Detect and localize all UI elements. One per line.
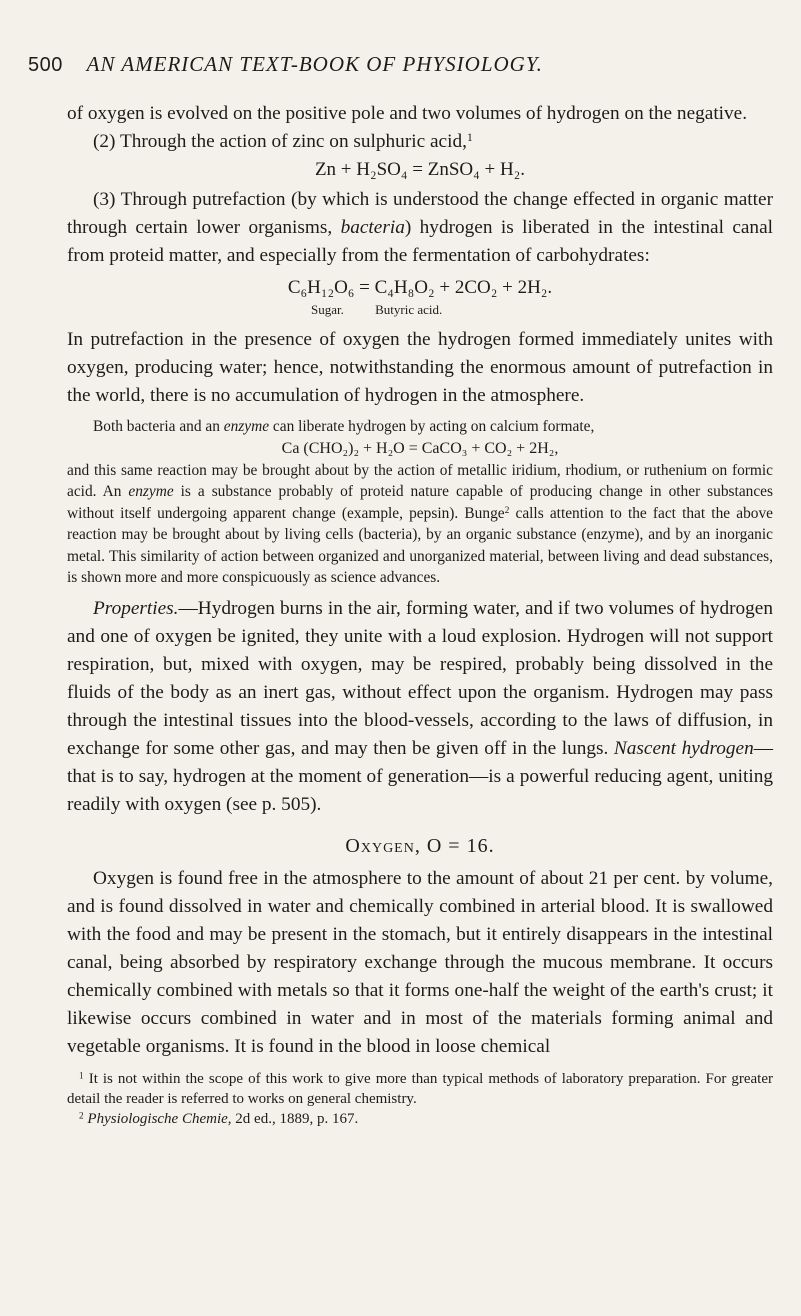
footnote-1 [67,1069,773,1109]
small-text-a1: Both bacteria and an [93,418,224,435]
nascent-hydrogen-term: Nascent hydrogen [613,737,754,759]
properties-heading: Properties. [93,597,179,619]
paragraph-properties [67,595,773,819]
small-text-b3: calls attention to the fact that the above reaction may be brought about by living cells (bacteria), by an organic substance (enzyme), and by an inorganic metal. This similarity of action between organized and unorganized material, between living and dead substances, is shown more and more conspicuously as science advances. [67,504,773,586]
small-text-a2: can liberate hydrogen by acting on calcium formate, [269,418,595,435]
small-text-b1: and this same reaction may be brought about by the action of metallic iridium, rhodium, or ruthenium on formic acid. An [67,461,773,500]
equation-zinc: Zn + H₂SO₄ = ZnSO₄ + H₂. [314,159,526,180]
small-emphasis-a: enzyme [223,418,270,435]
paragraph-1: of oxygen is evolved on the positive pole and two volumes of hydrogen on the negative. [67,103,748,124]
paragraph-2 [67,128,773,156]
footnote-2-number: 2 [79,1110,84,1121]
footnote-ref-1: 1 [466,130,473,145]
paragraph-2-text: (2) Through the action of zinc on sulphuric acid, [93,131,467,152]
footnote-2 [67,1109,773,1129]
running-title: AN AMERICAN TEXT-BOOK OF PHYSIOLOGY. [86,52,543,76]
footnote-ref-2: 2 [504,504,510,516]
properties-text-a: —Hydrogen burns in the air, forming water, and if two volumes of hydrogen and one of oxygen be ignited, they unite with a loud explosion. Hydrogen will not support respiration, but, mixed with oxygen, may be respired, probably being dissolved in the fluids of the body as an inert gas, without effect upon the organism. Hydrogen may pass through the intestinal tissues into the blood-vessels, according to the laws of diffusion, in exchange for some other gas, and may then be given off in the lungs. [67,597,773,759]
footnote-1-number: 1 [79,1070,84,1081]
paragraph-3-text-a: (3) Through putrefaction (by which is understood the change effected in organic matter through certain lower organisms, [67,189,773,238]
equation-calcium-formate: Ca (CHO₂)₂ + H₂O = CaCO₃ + CO₂ + 2H₂, [281,439,559,457]
footnote-2-text: , 2d ed., 1889, p. 167. [227,1110,359,1127]
footnote-1-text: It is not within the scope of this work to give more than typical methods of laboratory preparation. For greater detail the reader is referred to works on general chemistry. [67,1070,773,1107]
page-number: 500 [28,54,63,76]
label-butyric-acid: Butyric acid. [375,302,443,317]
paragraph-oxygen: Oxygen is found free in the atmosphere to the amount of about 21 per cent. by volume, and is found dissolved in water and chemically combined in arterial blood. It is swallowed with the food and may be present in the stomach, but it entirely disappears in the intestinal canal, being absorbed by respiratory exchange through the mucous membrane. It occurs chemically combined with metals so that it forms one-half the weight of the earth's crust; it likewise occurs combined in water and in most of the materials forming animal and vegetable organisms. It is found in the blood in loose chemical [67,867,773,1057]
small-text-b2: is a substance probably of proteid nature capable of producing change in other substances without itself undergoing apparent change (example, pepsin). Bunge [67,483,773,522]
small-paragraph-b [67,460,773,589]
paragraph-3 [67,186,773,270]
small-print-block [67,416,773,589]
footnotes [67,1069,773,1129]
paragraph-3-text-b: ) hydrogen is liberated in the intestinal canal from proteid matter, and especially from the fermentation of carbohydrates: [67,217,773,266]
small-paragraph-a [67,416,773,438]
small-emphasis-b: enzyme [128,483,174,500]
paragraph-3-emphasis: bacteria [340,217,405,238]
label-sugar: Sugar. [311,302,344,317]
paragraph-4: In putrefaction in the presence of oxygen the hydrogen formed immediately unites with oxygen, producing water; hence, notwithstanding the enormous amount of putrefaction in the world, there is no accumulation of hydrogen in the atmosphere. [67,329,773,406]
equation-labels [67,302,773,318]
footnote-2-title: Physiologische Chemie [87,1110,228,1127]
running-header [28,52,748,77]
body-text [67,100,773,1129]
section-heading-oxygen: Oxygen, O = 16. [345,834,495,857]
equation-sugar: C₆H₁₂O₆ = C₄H₈O₂ + 2CO₂ + 2H₂. [287,277,553,298]
properties-text-b: —that is to say, hydrogen at the moment of generation—is a powerful reducing agent, uniting readily with oxygen (see p. 505). [67,737,774,815]
